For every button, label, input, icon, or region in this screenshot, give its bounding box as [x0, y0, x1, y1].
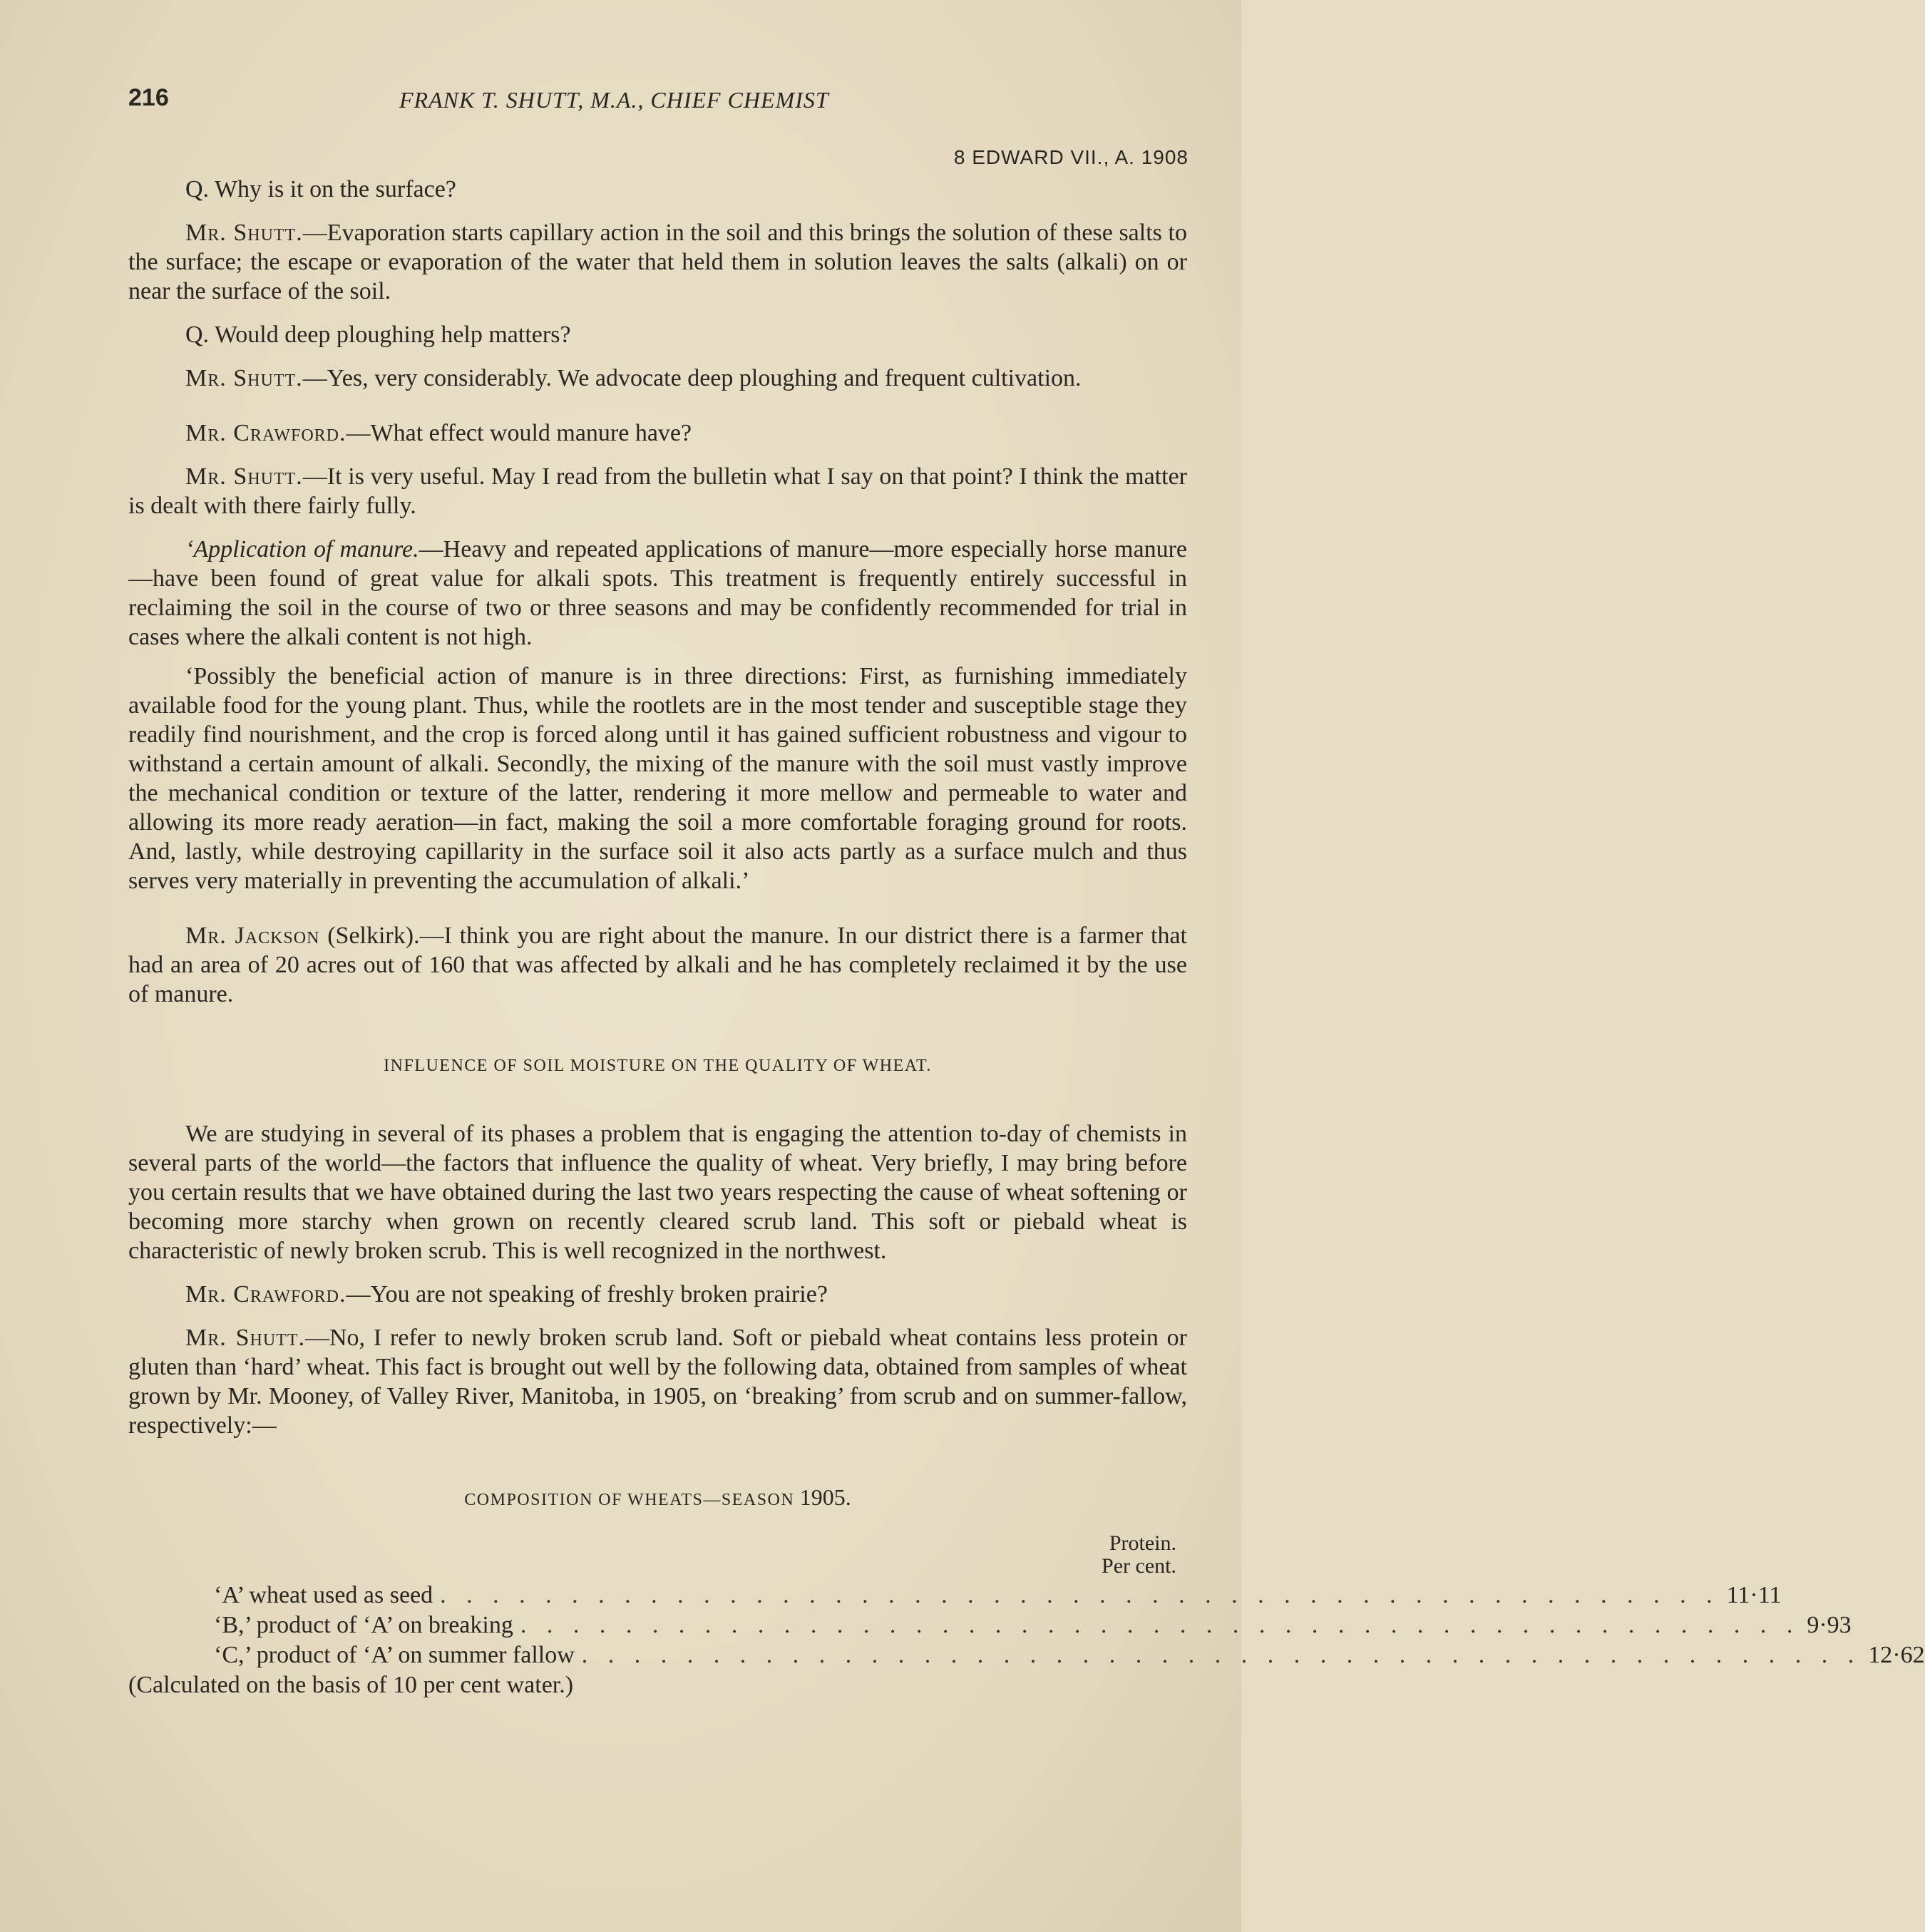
session-label: 8 EDWARD VII., A. 1908	[953, 146, 1189, 168]
paragraph-crawford-2	[128, 1280, 1187, 1309]
speaker-name: Mr. Shutt.	[185, 463, 303, 490]
table-note: (Calculated on the basis of 10 per cent water.)	[128, 1672, 574, 1698]
speaker-name: Mr. Crawford.	[185, 420, 346, 446]
paragraph-text: —You are not speaking of freshly broken prairie?	[346, 1281, 828, 1307]
composition-table	[214, 1531, 1925, 1670]
paragraph-question-2: Q. Would deep ploughing help matters?	[185, 322, 571, 348]
bulletin-quote	[128, 535, 1187, 895]
paragraph-crawford-1	[128, 418, 1187, 448]
paragraph-text: —Heavy and repeated applications of manure—more especially horse manure—have been found of great value for alkali spots. This treatment is frequently entirely successful in reclaiming the soil in the course of two or three seasons and may be confidently recommended for trial in cases where the alkali content is not high.	[128, 536, 1187, 650]
paragraph-text: —Evaporation starts capillary action in the soil and this brings the solution of these salts to the surface; the escape or evaporation of the water that held them in solution leaves the salts (alkali) on or near the surface of the soil.	[128, 220, 1187, 304]
speaker-name: Mr. Shutt.	[185, 365, 303, 391]
paragraph-text: (Selkirk).—I think you are right about the manure. In our district there is a farmer that had an area of 20 acres out of 160 that was affected by alkali and he has completely reclaimed it by the use of manure.	[128, 923, 1187, 1007]
speaker-name: Mr. Shutt.	[185, 220, 303, 246]
speaker-name: Mr. Crawford.	[185, 1281, 346, 1307]
running-head	[128, 84, 1184, 127]
paragraph-text: —Yes, very considerably. We advocate deep ploughing and frequent cultivation.	[302, 365, 1082, 391]
row-value: 9·93	[1807, 1612, 1852, 1638]
table-row	[214, 1581, 1782, 1610]
row-label: ‘C,’ product of ‘A’ on summer fallow	[214, 1642, 575, 1668]
dot-leader: . . . . . . . . . . . . . . . . . . . . . . . . . . . . . . . . . . . . . . . . . . . . . . . . .	[581, 1642, 1862, 1668]
column-header	[214, 1532, 1176, 1578]
speaker-name: Mr. Shutt.	[185, 1325, 305, 1351]
paragraph-shutt-4	[128, 1323, 1187, 1440]
table-heading-text: COMPOSITION OF WHEATS—SEASON	[464, 1491, 795, 1509]
speaker-name: Mr. Jackson	[185, 923, 320, 949]
row-label: ‘B,’ product of ‘A’ on breaking	[214, 1612, 513, 1638]
row-value: 11·11	[1726, 1582, 1782, 1608]
paragraph-text: —It is very useful. May I read from the bulletin what I say on that point? I think the matter is dealt with there fairly fully.	[128, 463, 1187, 519]
paragraph-jackson	[128, 921, 1187, 1009]
column-header-line-1: Protein.	[1109, 1531, 1176, 1555]
table-row	[214, 1640, 1925, 1670]
dot-leader: . . . . . . . . . . . . . . . . . . . . . . . . . . . . . . . . . . . . . . . . . . . . . . . . .	[520, 1612, 1800, 1638]
table-heading	[128, 1483, 1187, 1515]
quote-paragraph-1	[128, 535, 1187, 652]
paragraph-wheat-study: We are studying in several of its phases a problem that is engaging the attention to-day of chemists in several parts of the world—the factors that influence the quality of wheat. Very briefly, I may bring before you certain results that we have obtained during the last two years respecting the cause of wheat softening or becoming more starchy when grown on recently cleared scrub land. This soft or piebald wheat is characteristic of newly broken scrub. This is well recognized in the northwest.	[128, 1121, 1187, 1264]
page-number: 216	[128, 84, 169, 111]
paragraph-text: —What effect would manure have?	[346, 420, 692, 446]
table-row	[214, 1610, 1852, 1640]
paragraph-shutt-1	[128, 218, 1187, 306]
table-heading-year: 1905.	[799, 1484, 851, 1510]
paragraph-text: —No, I refer to newly broken scrub land. Soft or piebald wheat contains less protein or gluten than ‘hard’ wheat. This fact is brought out well by the following data, obtained from samples of wheat grown by Mr. Mooney, of Valley River, Manitoba, in 1905, on ‘breaking’ from scrub and on summer-fallow, respectively:—	[128, 1325, 1187, 1439]
paragraph-shutt-3	[128, 462, 1187, 520]
column-header-line-2: Per cent.	[1102, 1554, 1176, 1578]
row-label: ‘A’ wheat used as seed	[214, 1582, 433, 1608]
quote-italic-title: ‘Application of manure.	[185, 536, 419, 562]
quote-paragraph-2: ‘Possibly the beneficial action of manure is in three directions: First, as furnishing immediately available food for the young plant. Thus, while the rootlets are in the most tender and susceptible stage they readily find nourishment, and the crop is forced along until it has gained sufficient robustness and vigour to withstand a certain amount of alkali. Secondly, the mixing of the manure with the soil must vastly improve the mechanical condition or texture of the latter, rendering it more mellow and permeable to water and allowing its more ready aeration—in fact, making the soil a more comfortable foraging ground for roots. And, lastly, while destroying capillarity in the surface soil it also acts partly as a surface mulch and thus serves very materially in preventing the accumulation of alkali.’	[128, 663, 1187, 894]
paragraph-shutt-2	[128, 364, 1187, 393]
paragraph-question-1: Q. Why is it on the surface?	[185, 176, 456, 202]
running-title: FRANK T. SHUTT, M.A., CHIEF CHEMIST	[399, 87, 829, 113]
dot-leader: . . . . . . . . . . . . . . . . . . . . . . . . . . . . . . . . . . . . . . . . . . . . . . . . .	[440, 1582, 1720, 1608]
body-text	[128, 175, 1925, 1714]
section-heading: INFLUENCE OF SOIL MOISTURE ON THE QUALITY OF WHEAT.	[384, 1057, 932, 1075]
row-value: 12·62	[1868, 1642, 1925, 1668]
